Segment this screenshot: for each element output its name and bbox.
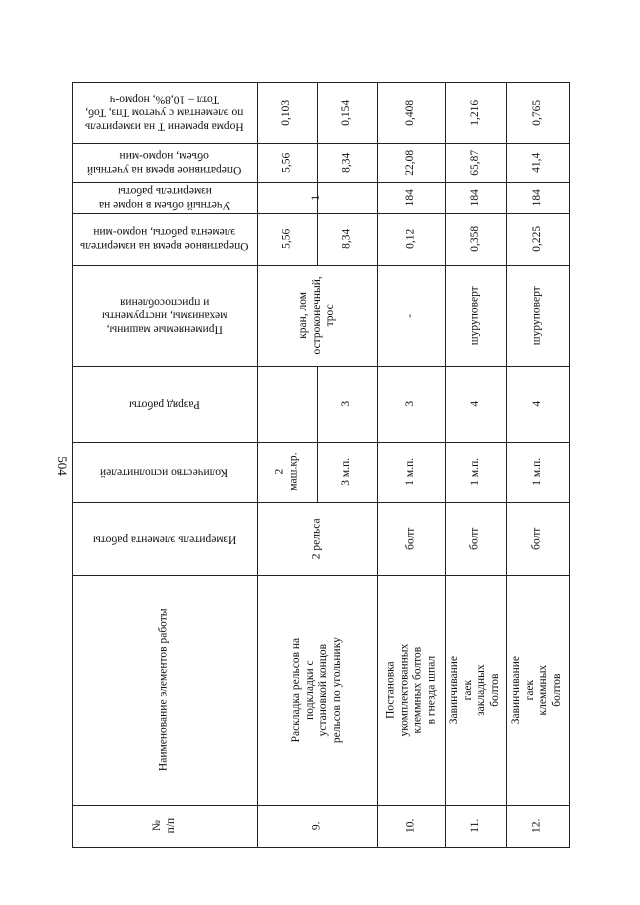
- row9-op-vol-b: 8,34: [340, 152, 353, 173]
- row9-op-time-a: 5,56: [280, 228, 293, 250]
- table-border-bottom: [72, 847, 570, 848]
- row12-volume: 184: [530, 188, 543, 207]
- row12-norm: 0,765: [530, 99, 543, 126]
- row9-norm-b: 0,154: [340, 99, 353, 126]
- row11-performers: 1 м.п.: [468, 458, 481, 486]
- row9-meter: 2 рельса: [310, 518, 323, 559]
- row12-machines: шуруповерт: [530, 286, 543, 345]
- header-op-time-volume: Оперативное время на учетный объем, нормо-мин: [87, 150, 242, 177]
- row9-machines: кран, лом остроконечный, трос: [296, 276, 336, 355]
- row9-volume: 1: [310, 194, 323, 201]
- row11-op-vol: 65,87: [468, 149, 481, 176]
- row10-num: 10.: [404, 818, 417, 834]
- row11-machines: шуруповерт: [468, 286, 481, 345]
- row12-op-vol: 41,4: [530, 152, 543, 173]
- row9-op-time-b: 8,34: [340, 228, 353, 250]
- row11-volume: 184: [468, 188, 481, 207]
- header-name: Наименование элементов работы: [157, 608, 170, 772]
- row10-meter: болт: [404, 527, 417, 550]
- row12-num: 12.: [530, 818, 543, 834]
- row9-performers-b: 3 м.п.: [340, 458, 353, 486]
- row10-op-vol: 22,08: [404, 149, 417, 176]
- row12-name: Завинчивание гаек клеммных болтов: [510, 655, 564, 725]
- header-norm: Норма времени Т на измеритель по элементам с учетом Тпз, Тоб, Тотл – 10,8%, нормо-ч: [85, 93, 244, 133]
- row9-grade-b: 3: [340, 401, 353, 407]
- row12-grade: 4: [530, 401, 543, 407]
- row9-name: Раскладка рельсов на подкладки с установкой концов рельсов по угольнику: [289, 636, 343, 744]
- row9-performers-a: 2 маш.кр.: [273, 452, 299, 492]
- row11-num: 11.: [468, 819, 481, 833]
- row10-op-time: 0,12: [404, 228, 417, 250]
- work-elements-table: [72, 82, 570, 848]
- row12-op-time: 0,225: [530, 226, 543, 252]
- header-meter: Измеритель элемента работы: [92, 533, 237, 546]
- row10-norm: 0,408: [404, 99, 417, 126]
- row12-meter: болт: [530, 527, 543, 550]
- header-num: № п/п: [150, 818, 177, 834]
- table-border-right: [569, 82, 570, 848]
- row11-meter: болт: [468, 527, 481, 550]
- row10-name: Постановка укомплектованных клеммных болтов в гнезда шпал: [383, 643, 437, 737]
- row12-performers: 1 м.п.: [530, 458, 543, 486]
- header-machines: Применяемые машины, механизмы, инструменты и приспособления: [101, 296, 228, 336]
- header-performers: Количество исполнителей: [100, 466, 229, 479]
- row9-op-vol-a: 5,56: [280, 152, 293, 173]
- row11-grade: 4: [468, 401, 481, 407]
- header-op-time-meter: Оперативное время на измеритель элемента работы, нормо-мин: [80, 227, 249, 253]
- row9-num: 9.: [310, 821, 323, 831]
- row10-volume: 184: [404, 188, 417, 207]
- row11-name: Завинчивание гаек закладных болтов: [448, 655, 502, 725]
- row10-performers: 1 м.п.: [404, 458, 417, 486]
- row10-grade: 3: [404, 401, 417, 407]
- page-number: 504: [54, 456, 70, 476]
- header-volume: Учетный объем в норме на измеритель работы: [98, 185, 231, 212]
- row11-norm: 1,216: [468, 99, 481, 126]
- row9-norm-a: 0,103: [280, 99, 293, 126]
- header-grade: Разряд работы: [129, 398, 200, 411]
- row10-machines: -: [404, 313, 417, 318]
- row11-op-time: 0,358: [468, 226, 481, 252]
